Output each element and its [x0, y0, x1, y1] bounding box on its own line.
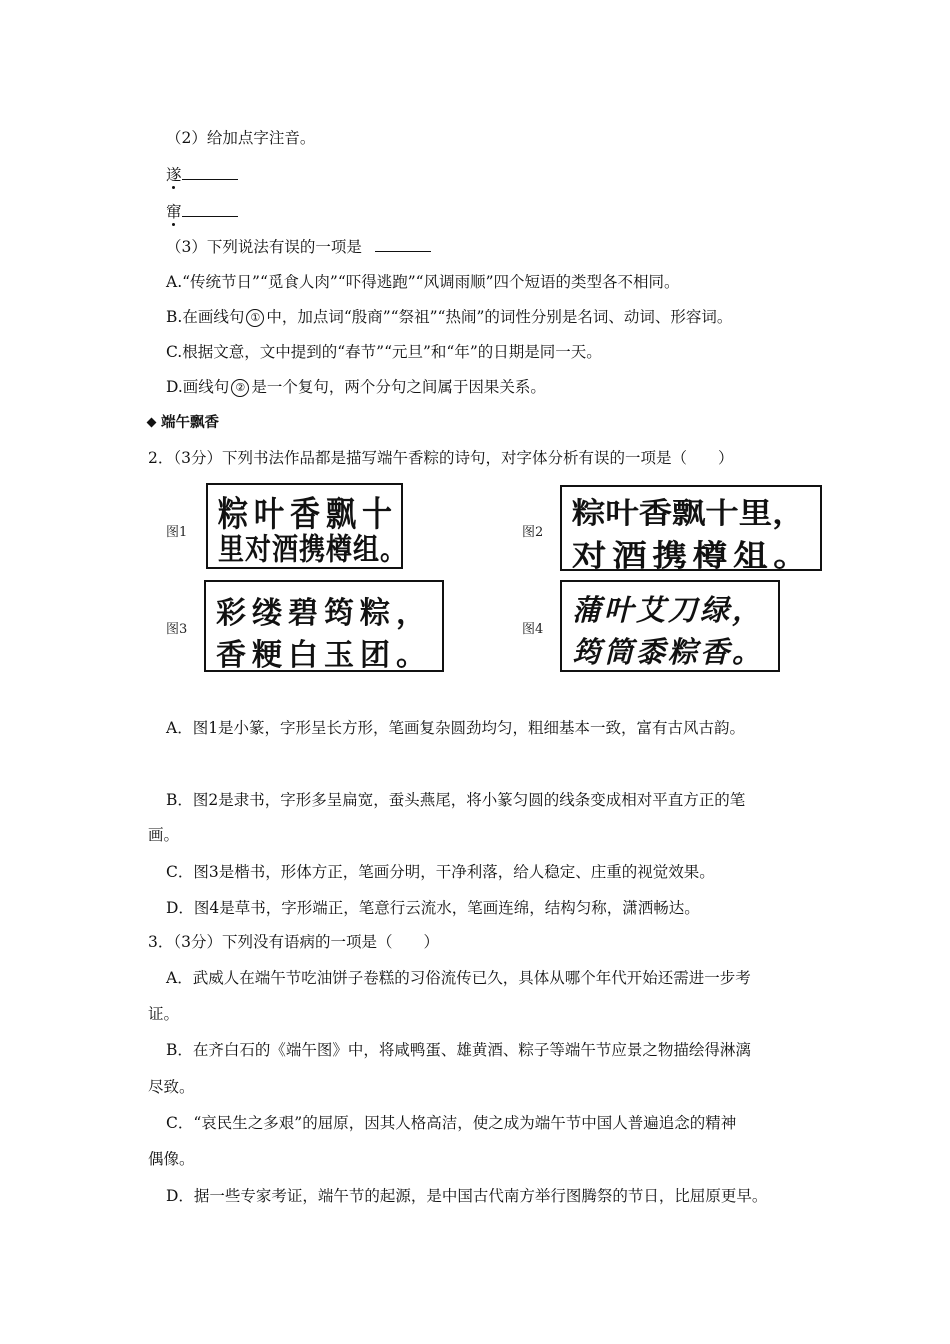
q1-part3 — [166, 237, 431, 257]
answer-blank[interactable] — [182, 165, 238, 180]
option-d-text: 是一个复句，两个分句之间属于因果关系。 — [251, 378, 546, 396]
calligraphy-line: 蒲叶艾刀绿， — [572, 593, 765, 627]
q2-option-b-line2: 画。 — [148, 826, 180, 844]
q1-option-b — [166, 307, 732, 327]
diamond-bullet-icon — [147, 417, 157, 427]
figure-label-3: 图3 — [166, 622, 188, 637]
q2-option-d: D．图4是草书，字形端正，笔意行云流水，笔画连绵，结构匀称，潇洒畅达。 — [166, 899, 700, 917]
calligraphy-figure-1 — [206, 483, 408, 569]
q1-option-a: A.“传统节日”“觅食人肉”“吓得逃跑”“风调雨顺”四个短语的类型各不相同。 — [166, 273, 680, 291]
q1-part2-title: （2）给加点字注音。 — [166, 129, 316, 147]
q1-pinyin-item-1 — [166, 165, 238, 185]
q1-part3-title: （3）下列说法有误的一项是 — [166, 238, 362, 256]
q3-option-b-line2: 尽致。 — [148, 1078, 195, 1096]
calligraphy-line: 彩缕碧筠粽， — [216, 596, 432, 631]
calligraphy-figure-2 — [560, 485, 822, 574]
q2-stem: 2．（3分）下列书法作品都是描写端午香粽的诗句，对字体分析有误的一项是（ ） — [148, 449, 734, 467]
figure-label-2: 图2 — [522, 525, 544, 540]
dotted-char: 窜 — [166, 203, 182, 221]
circled-number-2: ② — [231, 379, 249, 397]
calligraphy-figure-3 — [204, 580, 444, 672]
dotted-char: 遂 — [166, 166, 182, 184]
q3-option-a-line2: 证。 — [148, 1005, 180, 1023]
calligraphy-line: 里对酒携樽组。 — [218, 533, 408, 568]
option-d-prefix: D.画线句 — [166, 378, 230, 396]
q3-option-d: D．据一些专家考证，端午节的起源，是中国古代南方举行图腾祭的节日，比屈原更早。 — [166, 1187, 768, 1205]
figure-label-4: 图4 — [522, 622, 544, 637]
calligraphy-line: 香粳白玉团。 — [216, 638, 432, 673]
calligraphy-line: 筠筒黍粽香。 — [572, 635, 765, 669]
figure-label-1: 图1 — [166, 525, 188, 540]
answer-blank[interactable] — [182, 202, 238, 217]
calligraphy-figure-4 — [560, 580, 780, 672]
q2-option-b-line1: B．图2是隶书，字形多呈扁宽，蚕头燕尾，将小篆匀圆的线条变成相对平直方正的笔 — [166, 791, 746, 809]
q3-stem: 3．（3分）下列没有语病的一项是（ ） — [148, 933, 439, 951]
q2-option-a: A．图1是小篆，字形呈长方形，笔画复杂圆劲均匀，粗细基本一致，富有古风古韵。 — [166, 719, 746, 737]
calligraphy-line: 粽叶香飘十 — [218, 494, 398, 536]
q1-option-c: C.根据文意，文中提到的“春节”“元旦”和“年”的日期是同一天。 — [166, 343, 602, 361]
calligraphy-line: 对酒携樽俎。 — [572, 539, 814, 574]
calligraphy-line: 粽叶香飘十里， — [572, 496, 806, 530]
q3-option-c-line1: C．“哀民生之多艰”的屈原，因其人格高洁，使之成为端午节中国人普遍追念的精神 — [166, 1114, 737, 1132]
option-b-prefix: B.在画线句 — [166, 308, 245, 326]
section-heading-text: 端午飘香 — [161, 415, 219, 431]
q1-pinyin-item-2 — [166, 202, 238, 222]
answer-blank[interactable] — [375, 237, 431, 252]
q1-option-d — [166, 377, 546, 397]
q2-option-c: C．图3是楷书，形体方正，笔画分明，干净利落，给人稳定、庄重的视觉效果。 — [166, 863, 715, 881]
option-b-text: 中，加点词“殷商”“祭祖”“热闹”的词性分别是名词、动词、形容词。 — [266, 308, 733, 326]
circled-number-1: ① — [246, 309, 264, 327]
q3-option-b-line1: B．在齐白石的《端午图》中，将咸鸭蛋、雄黄酒、粽子等端午节应景之物描绘得淋漓 — [166, 1041, 751, 1059]
q3-option-a-line1: A．武威人在端午节吃油饼子卷糕的习俗流传已久，具体从哪个年代开始还需进一步考 — [166, 969, 751, 987]
section-heading — [148, 413, 219, 433]
q3-option-c-line2: 偶像。 — [148, 1150, 195, 1168]
